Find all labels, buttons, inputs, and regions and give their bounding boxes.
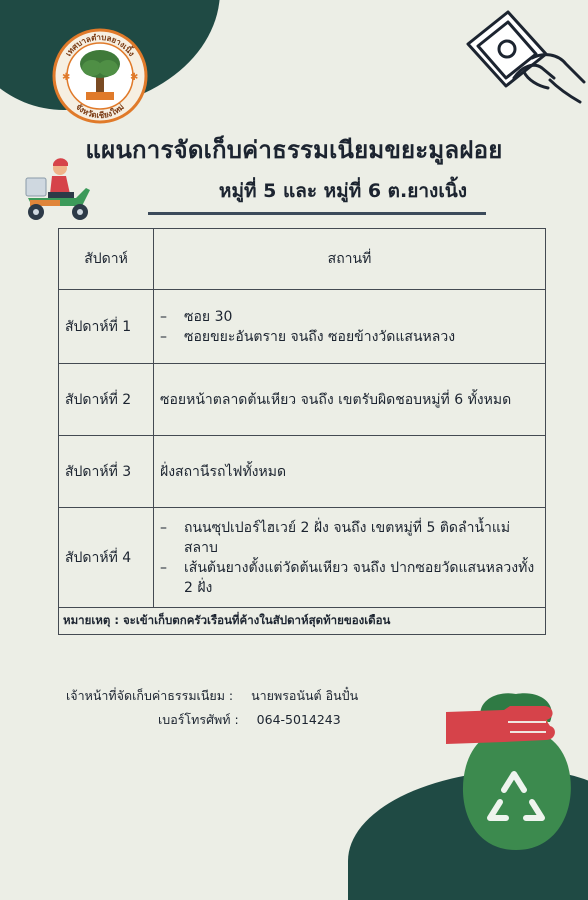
location-cell: ซอยหน้าตลาดต้นเหียว จนถึง เขตรับผิดชอบหมู่ที่ 6 ทั้งหมด (154, 364, 546, 436)
week-cell: สัปดาห์ที่ 3 (59, 436, 154, 508)
recycle-bag-icon (446, 682, 586, 850)
page-subtitle: หมู่ที่ 5 และ หมู่ที่ 6 ต.ยางเนิ้ง (218, 180, 468, 202)
officer-name: นายพรอนันต์ อินปั๋น (251, 688, 359, 703)
money-hand-icon (462, 8, 586, 120)
svg-text:✱: ✱ (130, 72, 139, 83)
week-cell: สัปดาห์ที่ 4 (59, 508, 154, 608)
table-row (59, 364, 546, 436)
location-item: – ซอยขยะอันตราย จนถึง ซอยข้างวัดแสนหลวง (160, 328, 456, 345)
location-item: – ซอย 30 (160, 308, 233, 325)
week-cell: สัปดาห์ที่ 2 (59, 364, 154, 436)
header-week: สัปดาห์ (59, 229, 154, 290)
header-location: สถานที่ (154, 229, 546, 290)
seal-text-layer (52, 28, 148, 124)
title-underline (148, 212, 486, 215)
svg-text:✱: ✱ (62, 72, 71, 83)
phone-line (0, 710, 588, 730)
location-cell (154, 290, 546, 364)
week-cell: สัปดาห์ที่ 1 (59, 290, 154, 364)
svg-text:เทศบาลตำบลยางเนิ้ง (64, 33, 137, 58)
note-text: หมายเหตุ : จะเข้าเก็บตกครัวเรือนที่ค้างในสัปดาห์สุดท้ายของเดือน (59, 608, 546, 635)
page-title: แผนการจัดเก็บค่าธรรมเนียมขยะมูลฝอย (85, 136, 503, 164)
officer-line (0, 686, 588, 706)
table-row (59, 508, 546, 608)
phone-label: เบอร์โทรศัพท์ : (158, 712, 239, 727)
table-row (59, 290, 546, 364)
svg-text:จังหวัดเชียงใหม่ (74, 102, 126, 120)
location-item: – ถนนซุปเปอร์ไฮเวย์ 2 ฝั่ง จนถึง เขตหมู่ที่ 5 ติดลำน้ำแม่สลาบ (160, 519, 511, 556)
seal-bottom-text: จังหวัดเชียงใหม่ (74, 102, 126, 121)
location-cell: ฝั่งสถานีรถไฟทั้งหมด (154, 436, 546, 508)
officer-label: เจ้าหน้าที่จัดเก็บค่าธรรมเนียม : (66, 688, 234, 703)
collection-schedule-table (58, 228, 546, 635)
note-row (59, 608, 546, 635)
seal-top-text: เทศบาลตำบลยางเนิ้ง (63, 32, 137, 58)
table-row (59, 436, 546, 508)
phone-number: 064-5014243 (256, 712, 341, 727)
table-header-row (59, 229, 546, 290)
location-cell (154, 508, 546, 608)
location-item: – เส้นต้นยางตั้งแต่วัดต้นเหียว จนถึง ปากซอยวัดแสนหลวงทั้ง 2 ฝั่ง (160, 559, 535, 596)
